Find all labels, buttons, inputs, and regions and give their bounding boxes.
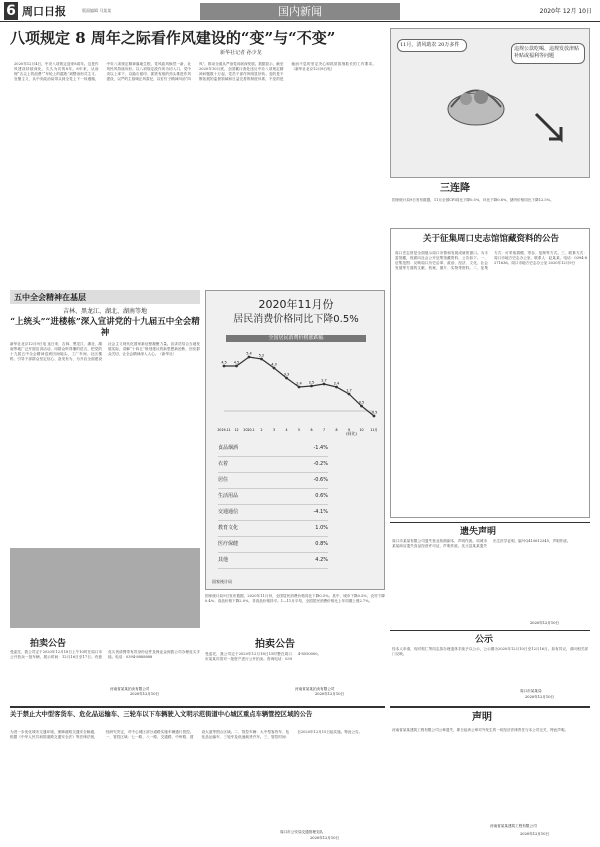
auction-notice (10, 638, 200, 698)
plenum-subtitle: 吉林、黑龙江、湖北、湖南等地 (62, 308, 147, 315)
cpi-title-1: 2020年11月份 (258, 298, 334, 311)
page-header (0, 0, 600, 22)
cpi-point (260, 358, 263, 361)
public-title: 公示 (475, 635, 494, 645)
cpi-point (273, 367, 276, 370)
declaration-date: 2020年12月10日 (520, 832, 550, 836)
editor-line: 版面编辑 马某某 (82, 8, 112, 13)
cpi-items (218, 441, 338, 569)
arrow-icon (531, 109, 571, 149)
cpi-data-label: 2.7 (321, 378, 327, 383)
cpi-x-tick: 9 (347, 428, 351, 432)
cpi-item-name: 其他 (218, 557, 229, 563)
traffic-title: 关于禁止大中型客货车、危化品运输车、三轮车以下车辆驶入文明示范街道中心城区重点车辆管控区域的公告 (10, 711, 313, 718)
cpi-point (348, 393, 351, 396)
issue-date: 2020年 12月 10日 (539, 8, 592, 15)
cpi-point (323, 383, 326, 386)
cpi-point (248, 356, 251, 359)
cpi-item-row (218, 537, 328, 553)
auction-title: 拍卖公告 (30, 639, 67, 649)
public-date: 2020年12月10日 (525, 695, 555, 699)
cpi-x-tick: 5 (297, 428, 301, 432)
cpi-title-2: 居民消费价格同比下降0.5% (233, 314, 359, 325)
cpi-legend-note: (同比) (346, 431, 358, 436)
cpi-data-label: 3.3 (283, 372, 290, 377)
declaration-title: 声明 (472, 712, 492, 723)
cpi-point (285, 377, 288, 380)
plenum-banner: 五中全会精神在基层 (10, 290, 200, 304)
cpi-x-tick: 12 (234, 428, 239, 432)
auction2-title: 拍卖公告 (255, 639, 295, 650)
cpi-item-value: -4.1% (313, 509, 328, 515)
auction-date: 2020年12月10日 (130, 692, 160, 696)
cpi-item-name: 生活用品 (218, 493, 239, 499)
collection-title: 关于征集周口史志馆馆藏资料的公告 (422, 234, 559, 244)
auction-body: 受委托，我公司定于2020年12月18日上午10时在周口市公开拍卖一批车辆，展示时间：12月16日至17日。有意竞买者请携带有效身份证件及保证金到我公司办理竞买手续。电话：0394-8888888 (10, 650, 200, 659)
cpi-point (235, 365, 238, 368)
auction2-org: 河南省某某拍卖有限公司 (295, 687, 335, 691)
cpi-item-row (218, 473, 328, 489)
plenum-title: “上统头”“进楼栋”深入宣讲党的十九届五中全会精神 (10, 317, 200, 338)
traffic-body: 为进一步优化城市交通环境，保障道路交通安全畅通，根据《中华人民共和国道路交通安全法》等法律法规，经研究决定，对中心城区部分道路实施车辆通行管控。一、管控区域：七一路、八一路、交通路、中州路、建设大道等围合区域。二、管控车辆：大中型客货车、危化品运输车、三轮车及低速载货汽车。三、管控时间：自2020年12月15日起实施。特此公告。 (10, 730, 363, 739)
auction-org: 河南省某某拍卖有限公司 (110, 687, 150, 691)
lost-body: 周口市某某有限公司遗失营业执照副本，声明作废。项城市某某商店遗失食品经营许可证，声明作废。沈丘县某某遗失出生医学证明，编号Q410612345，声明作废。 (392, 539, 571, 548)
cpi-x-tick: 6 (310, 428, 313, 432)
cpi-item-name: 食品烟酒 (218, 445, 239, 451)
traffic-notice (10, 706, 385, 842)
cpi-point (298, 386, 301, 389)
cpi-item-row (218, 457, 328, 473)
cpi-x-tick: 2019.11 (217, 428, 231, 432)
main-article-byline: 新华社记者 孙少龙 (220, 50, 262, 56)
cpi-source: 国家统计局 (212, 579, 232, 584)
cpi-item-name: 医疗保健 (218, 541, 239, 547)
lost-notice (390, 522, 590, 628)
cpi-data-label: 0.5 (358, 400, 365, 405)
cpi-x-tick: 8 (335, 428, 338, 432)
cpi-x-tick: 3 (272, 428, 276, 432)
section-title: 国内新闻 (200, 3, 400, 20)
cpi-data-label: 2.5 (308, 380, 315, 385)
cpi-point (223, 365, 226, 368)
cpi-body: 国家统计局9日发布数据，2020年11月份，全国居民消费价格同比下降0.5%。其中，城市下降0.5%，农村下降0.4%；食品价格下降2.0%，非食品价格持平。1—11月平均，全国居民消费价格比上年同期上涨2.7%。 (205, 594, 385, 603)
cartoon-graphic (390, 28, 590, 178)
cpi-data-label: 5.2 (258, 353, 265, 358)
cpi-data-label: 4.5 (221, 360, 227, 365)
tag-left: 11月，清风助农 20万多件 (397, 39, 467, 52)
declaration-org: 河南省某某建筑工程有限公司 (490, 824, 537, 828)
plenum-section (10, 290, 200, 630)
cpi-item-name: 教育文化 (218, 525, 239, 531)
cpi-data-label: 5.4 (246, 351, 252, 356)
cpi-data-label: 2.4 (296, 381, 302, 386)
cpi-item-value: -0.6% (313, 477, 328, 483)
cpi-item-value: -1.4% (313, 445, 328, 451)
auction2-date: 2020年12月10日 (315, 692, 345, 696)
declaration-notice (390, 706, 590, 842)
cpi-x-tick: 2 (260, 428, 263, 432)
traffic-date: 2020年12月10日 (310, 836, 340, 840)
public-notice (390, 630, 590, 702)
declaration-body: 河南省某某建筑工程有限公司公章遗失，即日起该公章对外发生的一切经济法律责任与本公司无关，特此声明。 (392, 728, 569, 732)
cpi-item-value: 1.0% (315, 525, 328, 531)
basket-icon (441, 69, 511, 129)
public-body: 经本人申请，现对郭仁等同志拟办理退休手续予以公示，公示期为2020年12月10日至12月16日。如有异议，请向相关部门反映。 (392, 647, 588, 656)
traffic-org: 周口市公安局交通管理支队 (280, 830, 324, 834)
cpi-x-tick: 10 (359, 428, 364, 432)
cpi-infographic (205, 290, 385, 590)
cpi-x-tick: 4 (285, 428, 288, 432)
cpi-data-label: -0.5 (370, 410, 378, 415)
cpi-chart (214, 345, 378, 435)
cpi-chart-title: 全国居民消费价格涨跌幅 (226, 335, 366, 342)
cpi-item-row (218, 505, 328, 521)
plenum-photo (10, 548, 200, 628)
cpi-data-label: 1.7 (346, 388, 352, 393)
cpi-x-tick: 11月 (370, 428, 378, 432)
cpi-data-label: 2.4 (333, 381, 340, 386)
graphic-caption-body: 国家统计局9日发布数据，11月全国CPI同比下降0.5%，环比下降0.6%，猪肉价格同比下降12.5%。 (392, 198, 554, 202)
cpi-item-value: 0.8% (315, 541, 328, 547)
main-article-title: 八项规定 8 周年之际看作风建设的“变”与“不变” (10, 29, 336, 47)
cpi-point (373, 415, 376, 418)
auction2-notice (205, 638, 385, 698)
cpi-item-row (218, 489, 328, 505)
plenum-body: 新华社北京12月9日电 连日来，吉林、黑龙江、湖北、湖南等地广泛开展宣讲活动，用群众听得懂的语言，把党的十九届五中全会精神送到田间地头、工厂车间、社区楼栋，引导干部群众坚定信心、奋发有为，为开启全面建设社会主义现代化国家新征程凝聚力量。宣讲员结合当地发展实际，讲解“十四五”规划建议的新思想新论断，回应群众关切，让全会精神深入人心。（新华社） (10, 342, 200, 361)
tag-right: 违规公款吃喝、违规发放津贴补贴或福利等问题 (511, 43, 585, 64)
cpi-x-tick: 7 (322, 428, 326, 432)
main-article-body: 2020年12月4日，中央八项规定迎来8周年。这是作风建设持续深化、久久为功的8年。8年来，从治理“舌尖上的浪费”“车轮上的腐败”到整治形式主义、官僚主义，从中央政治局带头到全党上下一体遵循，中央八项规定精神落地生根，党风政风焕然一新，社风民风持续向好。以八项规定改作风为切入口，党中央以上率下、以踏石留印、抓铁有痕的劲头推进作风建设，以严的主基调正风肃纪，以钉钉子精神纠治“四风”，推动全面从严治党向纵深发展。数据显示，截至2020年10月底，全国累计查处违反中央八项规定精神问题数十万起，党员干部作风明显好转。变的是不断拓展的监督领域和日益完善的制度体系，不变的是驰而不息的坚定决心和抓常抓细抓长的工作要求。（新华社北京12月8日电） (14, 62, 376, 81)
collection-notice (390, 228, 590, 518)
cpi-item-row (218, 441, 328, 457)
cpi-data-label: 4.3 (271, 362, 277, 367)
collection-body: 周口史志馆是全面展示周口市情和发展成就的窗口。为丰富馆藏，现面向社会公开征集馆藏资料，公告如下。一、征集范围：反映周口历史沿革、政治、经济、文化、社会发展等方面的文献、档案、图片、实物等资料。二、征集方式：可采取捐赠、寄存、复制等方式。三、联系方式：周口市地方史志办公室，联系人：赵某某，电话：0394-8271636。周口市地方史志办公室 2020年12月9日 (395, 251, 587, 270)
public-org: 周口市某某局 (520, 689, 542, 693)
lost-title: 遗失声明 (460, 527, 497, 537)
lost-date: 2020年12月10日 (530, 621, 560, 625)
cpi-item-name: 衣着 (218, 461, 229, 467)
cpi-point (310, 385, 313, 388)
page-number: 6 (4, 2, 18, 20)
cpi-item-name: 居住 (218, 477, 229, 483)
cpi-point (360, 405, 363, 408)
cpi-point (335, 386, 338, 389)
cpi-item-value: -0.2% (313, 461, 328, 467)
main-article (10, 28, 380, 278)
cpi-item-value: 0.6% (315, 493, 328, 499)
cpi-item-row (218, 553, 328, 569)
paper-name: 周口日报 (22, 5, 66, 18)
cpi-data-label: 4.5 (233, 360, 240, 365)
cpi-item-row (218, 521, 328, 537)
cpi-item-name: 交通通信 (218, 509, 239, 515)
cpi-x-tick: 2020.1 (243, 428, 255, 432)
cpi-item-value: 4.2% (315, 557, 328, 563)
auction2-body: 受委托，我公司定于2020年12月18日15时整在周口市某某宾馆对一批资产进行公开拍卖。咨询电话：0394-8550000。 (205, 652, 322, 661)
graphic-caption-title: 三连降 (440, 183, 470, 194)
